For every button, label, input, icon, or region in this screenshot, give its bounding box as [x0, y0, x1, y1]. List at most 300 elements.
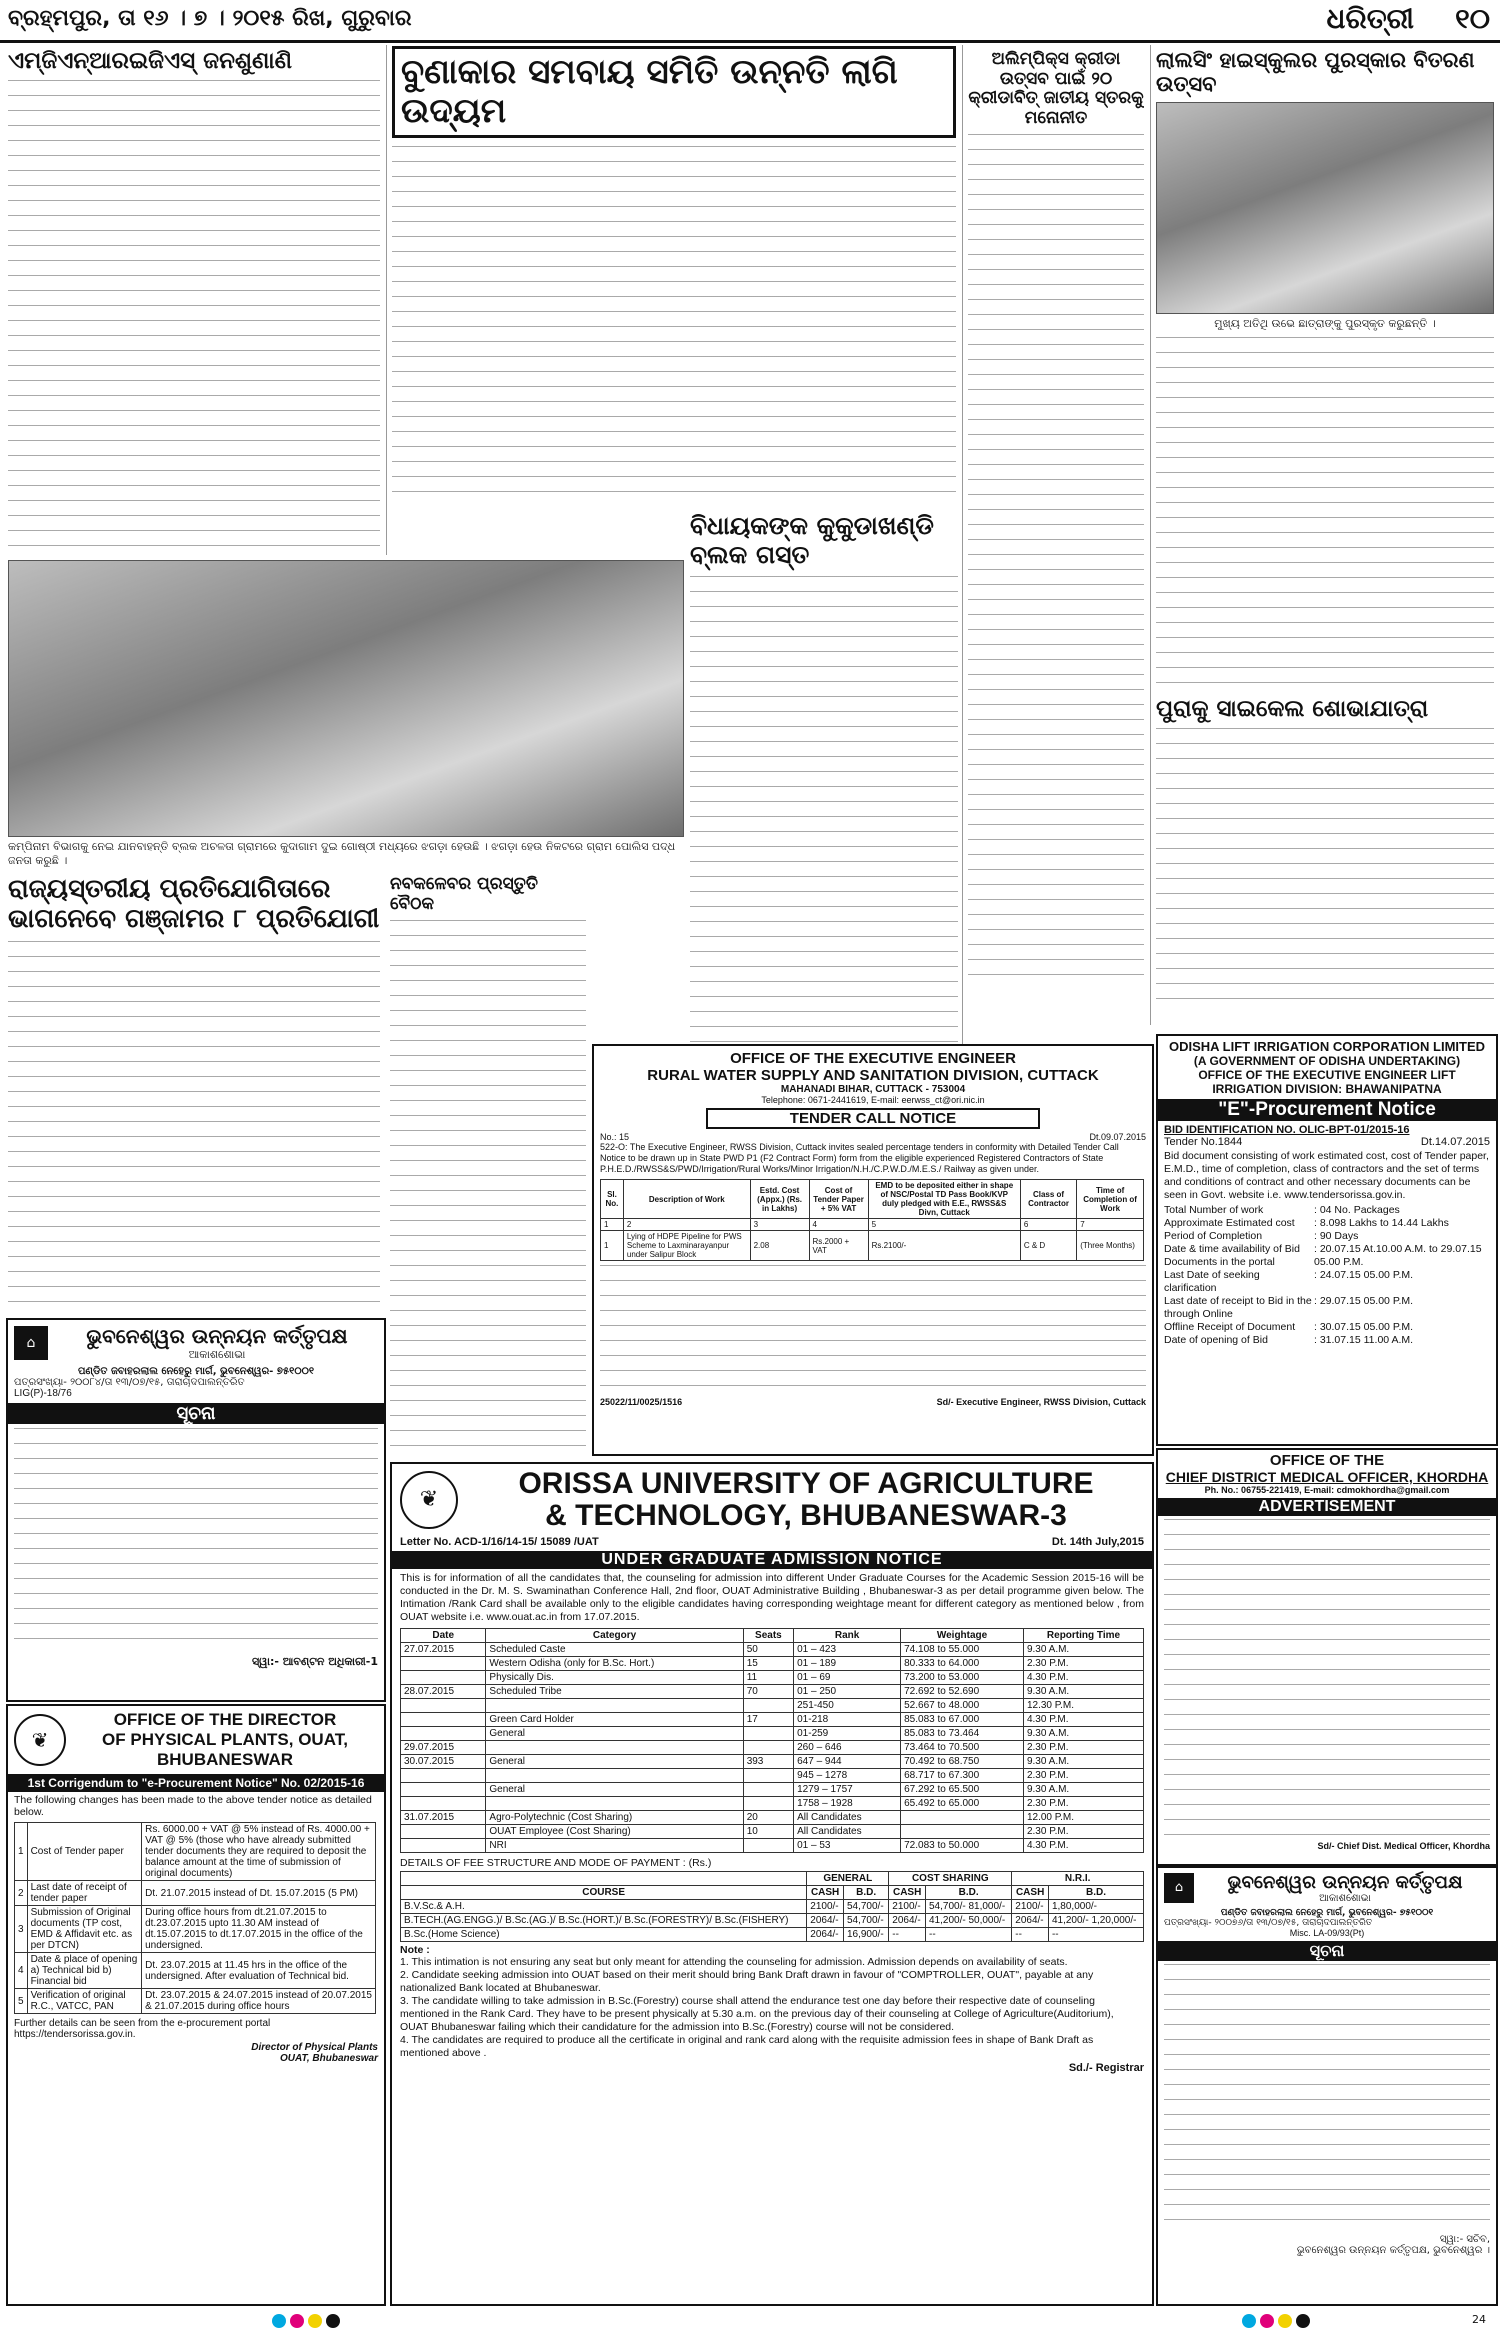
- detail-label: Date of opening of Bid: [1164, 1334, 1268, 1346]
- fee-cell: B.Sc.(Home Science): [401, 1928, 807, 1942]
- table-row: [401, 1825, 1144, 1839]
- fee-group: COST SHARING: [889, 1872, 1012, 1886]
- photo-caption: କମ୍ପିନାମ ବିଭାଗକୁ ନେଇ ଯାନବାହନ୍ତି ବ୍ଲକ ଅଚଳତା ଗ୍ରାମରେ କୁଦାଗାମ ଦୁଇ ଗୋଷ୍ଠୀ ମଧ୍ୟରେ ଝଗଡ଼ା ହେଉଛି । ଝଗଡ଼ା ହେଉ ନିକଟରେ ଗ୍ରାମ ପୋଲିସ ପଦ୍ଧ ଜନତା କରୁଛି ।: [8, 840, 676, 867]
- table-row: [401, 1713, 1144, 1727]
- dateline: ବ୍ରହ୍ମପୁର, ତା ୧୬ । ୭ । ୨୦୧୫ ରିଖ, ଗୁରୁବାର: [8, 6, 412, 31]
- article-body: [8, 941, 380, 1316]
- registration-marks: [270, 2313, 342, 2332]
- detail-value: : 31.07.15 11.00 A.M.: [1314, 1334, 1414, 1346]
- office-line2: RURAL WATER SUPPLY AND SANITATION DIVISION, CUTTACK: [647, 1067, 1099, 1084]
- td: 6: [1020, 1219, 1076, 1231]
- signature1: Director of Physical Plants: [251, 2042, 378, 2053]
- notice-banner: UNDER GRADUATE ADMISSION NOTICE: [392, 1551, 1152, 1569]
- table-cell: 74.108 to 55.000: [901, 1643, 1024, 1657]
- table-cell: 3: [15, 1906, 28, 1953]
- table-cell: [401, 1797, 486, 1811]
- td: 4: [809, 1219, 868, 1231]
- bda-logo-icon: ⌂: [14, 1326, 48, 1360]
- table-cell: Verification of original R.C., VATCC, PAN: [27, 1989, 142, 2014]
- th: Class of Contractor: [1020, 1180, 1076, 1219]
- detail-value: : 8.098 Lakhs to 14.44 Lakhs: [1314, 1217, 1449, 1229]
- headline: ଅଲିମ୍ପିକ୍ସ କ୍ରୀଡା ଉତ୍ସବ ପାଇଁ ୨୦ କ୍ରୀଡାବିତ୍ ଜାତୀୟ ସ୍ତରକୁ ମନୋନୀତ: [968, 50, 1144, 128]
- ouat-emblem-icon: ❦: [400, 1471, 458, 1529]
- table-cell: [743, 1741, 793, 1755]
- column-header: Reporting Time: [1023, 1629, 1143, 1643]
- office-line1: OFFICE OF THE DIRECTOR: [113, 1710, 337, 1729]
- fee-cell: 1,80,000/-: [1048, 1900, 1143, 1914]
- fee-cell: --: [1012, 1928, 1049, 1942]
- table-cell: 10: [743, 1825, 793, 1839]
- photo-caption: ମୁଖ୍ୟ ଅତିଥି ଉଭେ ଛାତ୍ରାଙ୍କୁ ପୁରସ୍କୃତ କରୁଛନ୍ତି ।: [1214, 317, 1436, 331]
- print-registration-bar: [0, 2307, 1500, 2335]
- fee-row: [401, 1900, 1144, 1914]
- news-photo: [1156, 102, 1494, 314]
- org-name: ଭୁବନେଶ୍ୱର ଉନ୍ନୟନ କର୍ତ୍ତୃପକ୍ଷ: [86, 1324, 348, 1348]
- headline: ଏମ୍‌ଜିଏନ୍‌ଆରଇଜିଏସ୍ ଜନଶୁଣାଣି: [8, 48, 293, 74]
- main-photo-block: [8, 560, 684, 870]
- bda-logo-icon: ⌂: [1164, 1873, 1194, 1903]
- fee-cell: B.TECH.(AG.ENGG.)/ B.Sc.(AG.)/ B.Sc.(HORT.)/ B.Sc.(FORESTRY)/ B.Sc.(FISHERY): [401, 1914, 807, 1928]
- table-row: [401, 1797, 1144, 1811]
- fee-cell: 2100/-: [1012, 1900, 1049, 1914]
- td: 5: [868, 1219, 1020, 1231]
- detail-label: Total Number of work: [1164, 1204, 1264, 1216]
- footer-ref: 25022/11/0025/1516: [600, 1397, 683, 1407]
- fee-subheader: B.D.: [843, 1886, 888, 1900]
- fee-cell: --: [889, 1928, 926, 1942]
- intro: This is for information of all the candidates that, the counseling for admission into different Under Graduate Courses for the Academic Session 2015-16 will be conducted in the Dr. M. S. Swaminathan Conference Hall, 2nd floor, OUAT Administrative Building , Bhubaneswar-3 as per detail programme given below. The Intimation /Rank Card shall be available only to the eligible candidates having corresponding weightage meant for different category as mentioned below , from OUAT website i.e. www.ouat.ac.in from 17.07.2015.: [400, 1572, 1144, 1623]
- table-cell: 01-218: [794, 1713, 901, 1727]
- table-cell: [486, 1769, 743, 1783]
- table-cell: 4: [15, 1953, 28, 1989]
- bda-notice-right: [1156, 1866, 1498, 2306]
- table-cell: [743, 1769, 793, 1783]
- org-line3: OFFICE OF THE EXECUTIVE ENGINEER LIFT: [1198, 1068, 1456, 1082]
- table-cell: 12.30 P.M.: [1023, 1699, 1143, 1713]
- magenta-dot-icon: [1260, 2314, 1274, 2328]
- ouat-emblem-icon: ❦: [14, 1714, 66, 1766]
- td: Rs.2100/-: [868, 1231, 1020, 1261]
- fee-cell: B.V.Sc.& A.H.: [401, 1900, 807, 1914]
- detail-label: Last date of receipt to Bid in the through Online: [1164, 1295, 1312, 1320]
- table-cell: [901, 1825, 1024, 1839]
- signature: Sd/- Executive Engineer, RWSS Division, Cuttack: [936, 1397, 1146, 1407]
- address: MAHANADI BIHAR, CUTTACK - 753004: [780, 1084, 966, 1095]
- table-cell: 17: [743, 1713, 793, 1727]
- tender-no: Tender No.1844: [1164, 1136, 1243, 1148]
- divider: [1150, 45, 1151, 1025]
- table-cell: 01 – 189: [794, 1657, 901, 1671]
- corrigendum-row: [15, 1989, 376, 2014]
- headline: ବୁଣାକାର ସମବାୟ ସମିତି ଉନ୍ନତି ଲାଗି ଉଦ୍ୟମ: [392, 46, 956, 138]
- th: Description of Work: [623, 1180, 750, 1219]
- story-nabakalebara: [390, 875, 586, 1455]
- yellow-dot-icon: [1278, 2314, 1292, 2328]
- table-cell: Scheduled Tribe: [486, 1685, 743, 1699]
- article-body: [690, 576, 958, 1043]
- page-header: [0, 0, 1500, 43]
- note-title: Note :: [400, 1944, 430, 1956]
- table-cell: Physically Dis.: [486, 1671, 743, 1685]
- article-body: [968, 134, 1144, 984]
- table-cell: Western Odisha (only for B.Sc. Hort.): [486, 1657, 743, 1671]
- table-cell: 28.07.2015: [401, 1685, 486, 1699]
- misc-no: Misc. LA-09/93(Pt): [1289, 1928, 1365, 1938]
- masthead: ଧରିତ୍ରୀ: [1326, 2, 1414, 35]
- table-cell: 68.717 to 67.300: [901, 1769, 1024, 1783]
- note-item: 1. This intimation is not ensuring any seat but only meant for attending the counseling for admission. Admission depends on availability of seats.: [400, 1956, 1068, 1968]
- contact: Ph. No.: 06755-221419, E-mail: cdmokhordha@gmail.com: [1204, 1485, 1450, 1495]
- org-line4: IRRIGATION DIVISION: BHAWANIPATNA: [1212, 1082, 1442, 1096]
- table-cell: 30.07.2015: [401, 1755, 486, 1769]
- table-row: [401, 1643, 1144, 1657]
- table-row: [401, 1699, 1144, 1713]
- table-cell: General: [486, 1755, 743, 1769]
- corrigendum-row: [15, 1881, 376, 1906]
- fee-group: N.R.I.: [1012, 1872, 1144, 1886]
- td: (Three Months): [1077, 1231, 1144, 1261]
- table-cell: 647 – 944: [794, 1755, 901, 1769]
- registration-marks: [1240, 2313, 1312, 2332]
- detail-label: Date & time availability of Bid Documents in the portal: [1164, 1243, 1300, 1268]
- intro: 522-O: The Executive Engineer, RWSS Division, Cuttack invites sealed percentage tenders in conformity with Detailed Tender Call Notice to be drawn up in State PWD P1 (F2 Contract Form) form from the eligible experienced Registered Contractors of State P.H.E.D./RWSS&S/PWD/Irrigation/Rural Works/Minor Irrigation/N.H./C.P.W.D./M.E.S./ Railway as given under.: [600, 1142, 1119, 1174]
- table-cell: 52.667 to 48.000: [901, 1699, 1024, 1713]
- table-cell: All Candidates: [794, 1825, 901, 1839]
- intro: Bid document consisting of work estimated cost, cost of Tender paper, E.M.D., time of completion, class of contractors and the set of terms and conditions of contract and other necessary documents can be seen in Govt. website i.e. www.tendersorissa.gov.in.: [1164, 1150, 1489, 1201]
- footer-page-number: 24: [1472, 2313, 1486, 2326]
- table-cell: During office hours from dt.21.07.2015 to dt.23.07.2015 upto 11.30 AM instead of dt.15.07.2015 to dt.17.07.2015 in the office of the undersigned.: [142, 1906, 376, 1953]
- notice-banner: 1st Corrigendum to "e-Procurement Notice" No. 02/2015-16: [8, 1774, 384, 1792]
- table-cell: 260 – 646: [794, 1741, 901, 1755]
- table-row: [401, 1755, 1144, 1769]
- headline: ନବକଳେବର ପ୍ରସ୍ତୁତି ବୈଠକ: [390, 875, 538, 914]
- office-line2: OF PHYSICAL PLANTS, OUAT,: [102, 1730, 348, 1749]
- detail-row: [1164, 1269, 1490, 1295]
- table-cell: 72.083 to 50.000: [901, 1839, 1024, 1853]
- fee-cell: 2064/-: [1012, 1914, 1049, 1928]
- signature: Sd./- Registrar: [1068, 2062, 1144, 2074]
- fee-group: GENERAL: [807, 1872, 889, 1886]
- table-cell: [743, 1783, 793, 1797]
- table-cell: [401, 1713, 486, 1727]
- news-photo: [8, 560, 684, 837]
- table-cell: [401, 1671, 486, 1685]
- table-cell: [401, 1839, 486, 1853]
- table-cell: 1758 – 1928: [794, 1797, 901, 1811]
- table-cell: 9.30 A.M.: [1023, 1727, 1143, 1741]
- divider: [386, 45, 387, 555]
- table-row: [401, 1741, 1144, 1755]
- column-header: Category: [486, 1629, 743, 1643]
- headline: ବିଧାୟକଙ୍କ କୁକୁଡାଖଣ୍ଡି ବ୍ଲକ ଗସ୍ତ: [690, 512, 934, 569]
- table-cell: [486, 1797, 743, 1811]
- th: Time of Completion of Work: [1077, 1180, 1144, 1219]
- table-cell: 80.333 to 64.000: [901, 1657, 1024, 1671]
- ref-no: ପତ୍ରସଂଖ୍ୟା- ୨୦୦୭୬/ତା ୧୩/୦୭/୧୫, ତାରାଚାଦପାଲନ୍ତରିତ: [1164, 1918, 1373, 1928]
- article-body: [8, 80, 380, 550]
- td: Lying of HDPE Pipeline for PWS Scheme to Laxminarayanpur under Salipur Block: [623, 1231, 750, 1261]
- detail-value: : 04 No. Packages: [1314, 1204, 1400, 1216]
- table-cell: 12.00 P.M.: [1023, 1811, 1143, 1825]
- detail-row: [1164, 1217, 1490, 1230]
- notice-banner: TENDER CALL NOTICE: [706, 1108, 1040, 1129]
- table-cell: 70: [743, 1685, 793, 1699]
- table-cell: Green Card Holder: [486, 1713, 743, 1727]
- detail-value: : 30.07.15 05.00 P.M.: [1314, 1321, 1414, 1333]
- td: 7: [1077, 1219, 1144, 1231]
- terms-body: [600, 1265, 1146, 1395]
- table-cell: 4.30 P.M.: [1023, 1713, 1143, 1727]
- notice-body: [14, 1428, 378, 1653]
- table-cell: 9.30 A.M.: [1023, 1685, 1143, 1699]
- detail-label: Approximate Estimated cost: [1164, 1217, 1295, 1229]
- article-body: [392, 146, 956, 506]
- table-cell: 1: [15, 1823, 28, 1881]
- ref-no: ପତ୍ରସଂଖ୍ୟା- ୨୦୦୮୪/ତା ୧୩/୦୭/୧୫, ତାରାଚାଦପାଲନ୍ତରିତ: [14, 1377, 245, 1388]
- fee-subheader-row: [401, 1886, 1144, 1900]
- notice-banner: ADVERTISEMENT: [1158, 1498, 1496, 1516]
- fee-row: [401, 1914, 1144, 1928]
- bid-id: BID IDENTIFICATION NO. OLIC-BPT-01/2015-16: [1164, 1124, 1410, 1136]
- table-cell: [901, 1811, 1024, 1825]
- table-cell: 2.30 P.M.: [1023, 1825, 1143, 1839]
- note-item: 4. The candidates are required to produce all the certificate in original and rank card along with the requisite admission fees in shape of Bank Draft as mentioned above .: [400, 2034, 1094, 2059]
- fee-subheader: B.D.: [925, 1886, 1011, 1900]
- table-cell: [401, 1727, 486, 1741]
- article-body: [390, 920, 586, 1455]
- org-line1: ODISHA LIFT IRRIGATION CORPORATION LIMITED: [1168, 1039, 1486, 1054]
- table-cell: Dt. 23.07.2015 at 11.45 hrs in the office of the undersigned. After evaluation of Technical bid.: [142, 1953, 376, 1989]
- table-cell: 2.30 P.M.: [1023, 1657, 1143, 1671]
- table-cell: [401, 1699, 486, 1713]
- detail-row: [1164, 1295, 1490, 1321]
- table-cell: 31.07.2015: [401, 1811, 486, 1825]
- table-cell: Scheduled Caste: [486, 1643, 743, 1657]
- fee-cell: 41,200/- 1,20,000/-: [1048, 1914, 1143, 1928]
- detail-value: : 90 Days: [1314, 1230, 1359, 1242]
- table-cell: 4.30 P.M.: [1023, 1839, 1143, 1853]
- org-sub: ଆକାଶଶୋଭା: [188, 1348, 246, 1361]
- th: Sl. No.: [601, 1180, 624, 1219]
- detail-row: [1164, 1204, 1490, 1217]
- cdmo-advertisement: [1156, 1448, 1498, 1866]
- signature2: ଭୁବନେଶ୍ୱର ଉନ୍ନୟନ କର୍ତ୍ତୃପକ୍ଷ, ଭୁବନେଶ୍ୱର ।: [1296, 2245, 1490, 2256]
- fee-cell: 54,700/-: [843, 1900, 888, 1914]
- office-line1: OFFICE OF THE EXECUTIVE ENGINEER: [730, 1050, 1016, 1067]
- table-cell: 2: [15, 1881, 28, 1906]
- page-number: ୧୦: [1455, 2, 1490, 35]
- fee-subheader: CASH: [807, 1886, 844, 1900]
- table-cell: 67.292 to 65.500: [901, 1783, 1024, 1797]
- signature: Sd/- Chief Dist. Medical Officer, Khordha: [1317, 1841, 1490, 1851]
- table-cell: [401, 1769, 486, 1783]
- signature2: OUAT, Bhubaneswar: [280, 2053, 378, 2064]
- table-cell: 2.30 P.M.: [1023, 1797, 1143, 1811]
- corrigendum-row: [15, 1953, 376, 1989]
- detail-value: : 29.07.15 05.00 P.M.: [1314, 1295, 1414, 1307]
- fee-cell: 41,200/- 50,000/-: [925, 1914, 1011, 1928]
- table-cell: 1279 – 1757: [794, 1783, 901, 1797]
- column-header: Seats: [743, 1629, 793, 1643]
- ouat-admission-notice: [390, 1462, 1154, 2306]
- fee-cell: 2064/-: [807, 1928, 844, 1942]
- org-line2: (A GOVERNMENT OF ODISHA UNDERTAKING): [1193, 1054, 1461, 1068]
- notice-date: Dt.09.07.2015: [1089, 1132, 1146, 1142]
- table-cell: [743, 1797, 793, 1811]
- detail-label: Last Date of seeking clarification: [1164, 1269, 1260, 1294]
- table-cell: [401, 1825, 486, 1839]
- note-item: 2. Candidate seeking admission into OUAT based on their merit should bring Bank Draft drawn in favour of "COMPTROLLER, OUAT", payable at any nationalized Bank located at Bhubaneswar.: [400, 1969, 1094, 1994]
- table-cell: 01-259: [794, 1727, 901, 1741]
- yellow-dot-icon: [308, 2314, 322, 2328]
- table-cell: 50: [743, 1643, 793, 1657]
- notice-banner: "E"-Procurement Notice: [1158, 1099, 1496, 1121]
- table-cell: 393: [743, 1755, 793, 1769]
- story-state-competition: [8, 875, 380, 1325]
- table-cell: 2.30 P.M.: [1023, 1741, 1143, 1755]
- column-header: Rank: [794, 1629, 901, 1643]
- org-name: ଭୁବନେଶ୍ୱର ଉନ୍ନୟନ କର୍ତ୍ତୃପକ୍ଷ: [1227, 1872, 1463, 1893]
- table-row: [401, 1657, 1144, 1671]
- advertisement-body: [1164, 1519, 1490, 1839]
- table-row: [401, 1769, 1144, 1783]
- fee-cell: --: [925, 1928, 1011, 1942]
- table-header: [401, 1629, 1144, 1643]
- black-dot-icon: [1296, 2314, 1310, 2328]
- intro: The following changes has been made to the above tender notice as detailed below.: [14, 1794, 372, 1818]
- rwss-tender-notice: [592, 1044, 1154, 1456]
- signature: ସ୍ୱା:- ଆବଣ୍ଟନ ଅଧିକାରୀ-1: [252, 1655, 378, 1668]
- table-cell: 73.464 to 70.500: [901, 1741, 1024, 1755]
- notice-body: [1164, 1964, 1490, 2234]
- table-row: [401, 1727, 1144, 1741]
- fee-cell: 2064/-: [807, 1914, 844, 1928]
- td: 1: [601, 1219, 624, 1231]
- footer-note: Further details can be seen from the e-procurement portal https://tendersorissa.gov.in.: [14, 2018, 271, 2040]
- table-cell: Submission of Original documents (TP cost, EMD & Affidavit etc. as per DTCN): [27, 1906, 142, 1953]
- table-cell: 15: [743, 1657, 793, 1671]
- divider: [962, 45, 963, 1045]
- table-cell: OUAT Employee (Cost Sharing): [486, 1825, 743, 1839]
- td: 2.08: [750, 1231, 809, 1261]
- fee-row: [401, 1928, 1144, 1942]
- table-cell: 11: [743, 1671, 793, 1685]
- table-cell: [486, 1741, 743, 1755]
- table-cell: Date & place of opening a) Technical bid b) Financial bid: [27, 1953, 142, 1989]
- lig-no: LIG(P)-18/76: [14, 1388, 72, 1399]
- td: C & D: [1020, 1231, 1076, 1261]
- table-cell: 73.200 to 53.000: [901, 1671, 1024, 1685]
- bda-notice-left: [6, 1318, 386, 1702]
- fee-cell: 16,900/-: [843, 1928, 888, 1942]
- story-mgnrega: [8, 48, 380, 553]
- table-cell: 4.30 P.M.: [1023, 1671, 1143, 1685]
- table-row: [401, 1783, 1144, 1797]
- detail-value: : 24.07.15 05.00 P.M.: [1314, 1269, 1414, 1281]
- story-weavers: [392, 46, 956, 506]
- table-cell: 945 – 1278: [794, 1769, 901, 1783]
- headline: ରାଜ୍ୟସ୍ତରୀୟ ପ୍ରତିଯୋଗିତାରେ ଭାଗନେବେ ଗଞ୍ଜାମର ୮ ପ୍ରତିଯୋଗୀ: [8, 875, 380, 934]
- detail-row: [1164, 1334, 1490, 1347]
- table-cell: [743, 1699, 793, 1713]
- table-cell: 01 – 69: [794, 1671, 901, 1685]
- address: ପଣ୍ଡିତ ଜବାହରଲାଲ ନେହେରୁ ମାର୍ଗ, ଭୁବନେଶ୍ୱର- ୭୫୧୦୦୧: [1220, 1908, 1434, 1918]
- headline: ଲାଲସିଂ ହାଇସ୍କୁଲର ପୁରସ୍କାର ବିତରଣ ଉତ୍ସବ: [1156, 48, 1475, 97]
- fee-group-row: [401, 1872, 1144, 1886]
- telephone: Telephone: 0671-2441619, E-mail: eerwss_ct@ori.nic.in: [761, 1095, 985, 1105]
- detail-row: [1164, 1230, 1490, 1243]
- table-row: [401, 1811, 1144, 1825]
- table-row: [401, 1685, 1144, 1699]
- detail-label: Period of Completion: [1164, 1230, 1263, 1242]
- table-cell: 29.07.2015: [401, 1741, 486, 1755]
- corrigendum-row: [15, 1906, 376, 1953]
- table-cell: 01 – 250: [794, 1685, 901, 1699]
- notes: [392, 1956, 1152, 2060]
- fee-cell: 2100/-: [807, 1900, 844, 1914]
- fee-subheader: B.D.: [1048, 1886, 1143, 1900]
- detail-value: : 20.07.15 At.10.00 A.M. to 29.07.15 05.00 P.M.: [1314, 1243, 1482, 1268]
- table-cell: [401, 1783, 486, 1797]
- story-mla-visit: [690, 512, 958, 1042]
- note-item: 3. The candidate willing to take admission in B.Sc.(Forestry) course shall attend the endurance test one day before their respective date of counseling mentioned in the Rank Card. They have to be present physically at 5.30 a.m. on the previous day of their counseling at College of Agriculture(Auditorium), OUAT Bhubaneswar failing which their candidature for the admission into B.Sc.(Forestry) course will not be considered.: [400, 1995, 1114, 2033]
- counselling-table: [400, 1628, 1144, 1853]
- story-olympics: [968, 50, 1144, 1025]
- magenta-dot-icon: [290, 2314, 304, 2328]
- notice-banner: ସୂଚନା: [1158, 1941, 1496, 1961]
- fee-subheader: COURSE: [401, 1886, 807, 1900]
- signature1: ସ୍ୱା:- ସଚିବ,: [1439, 2234, 1490, 2245]
- table-cell: 9.30 A.M.: [1023, 1755, 1143, 1769]
- notice-banner: ସୂଚନା: [8, 1403, 384, 1424]
- letter-date: Dt. 14th July,2015: [1051, 1536, 1144, 1548]
- table-cell: 2.30 P.M.: [1023, 1769, 1143, 1783]
- table-cell: Cost of Tender paper: [27, 1823, 142, 1881]
- table-cell: 70.492 to 68.750: [901, 1755, 1024, 1769]
- table-cell: 01 – 53: [794, 1839, 901, 1853]
- table-cell: General: [486, 1783, 743, 1797]
- td: 3: [750, 1219, 809, 1231]
- table-cell: Last date of receipt of tender paper: [27, 1881, 142, 1906]
- address: ପଣ୍ଡିତ ଜବାହରଲାଲ ନେହେରୁ ମାର୍ଗ, ଭୁବନେଶ୍ୱର- ୭୫୧୦୦୧: [77, 1366, 315, 1377]
- td: Rs.2000 + VAT: [809, 1231, 868, 1261]
- olic-notice: [1156, 1034, 1498, 1446]
- th: EMD to be deposited either in shape of NSC/Postal TD Pass Book/KVP duly pledged with E.E., RWSS&S Divn, Cuttack: [868, 1180, 1020, 1219]
- table-cell: NRI: [486, 1839, 743, 1853]
- td: 2: [623, 1219, 750, 1231]
- table-cell: 72.692 to 52.690: [901, 1685, 1024, 1699]
- letter-no: Letter No. ACD-1/16/14-15/ 15089 /UAT: [400, 1536, 599, 1548]
- th: Cost of Tender Paper + 5% VAT: [809, 1180, 868, 1219]
- blank-cell: [401, 1872, 807, 1886]
- table-cell: General: [486, 1727, 743, 1741]
- detail-label: Offline Receipt of Document: [1164, 1321, 1296, 1333]
- table-cell: All Candidates: [794, 1811, 901, 1825]
- office-line1: OFFICE OF THE: [1269, 1452, 1385, 1469]
- table-cell: 85.083 to 73.464: [901, 1727, 1024, 1741]
- table-cell: 65.492 to 65.000: [901, 1797, 1024, 1811]
- table-cell: 9.30 A.M.: [1023, 1643, 1143, 1657]
- office-line3: BHUBANESWAR: [157, 1750, 293, 1769]
- table-cell: Dt. 21.07.2015 instead of Dt. 15.07.2015 (5 PM): [142, 1881, 376, 1906]
- uni-line1: ORISSA UNIVERSITY OF AGRICULTURE: [518, 1467, 1094, 1500]
- article-body: [1156, 337, 1494, 688]
- table-cell: 27.07.2015: [401, 1643, 486, 1657]
- table-cell: [401, 1657, 486, 1671]
- fee-cell: 54,700/-: [843, 1914, 888, 1928]
- detail-row: [1164, 1243, 1490, 1269]
- table-cell: [743, 1839, 793, 1853]
